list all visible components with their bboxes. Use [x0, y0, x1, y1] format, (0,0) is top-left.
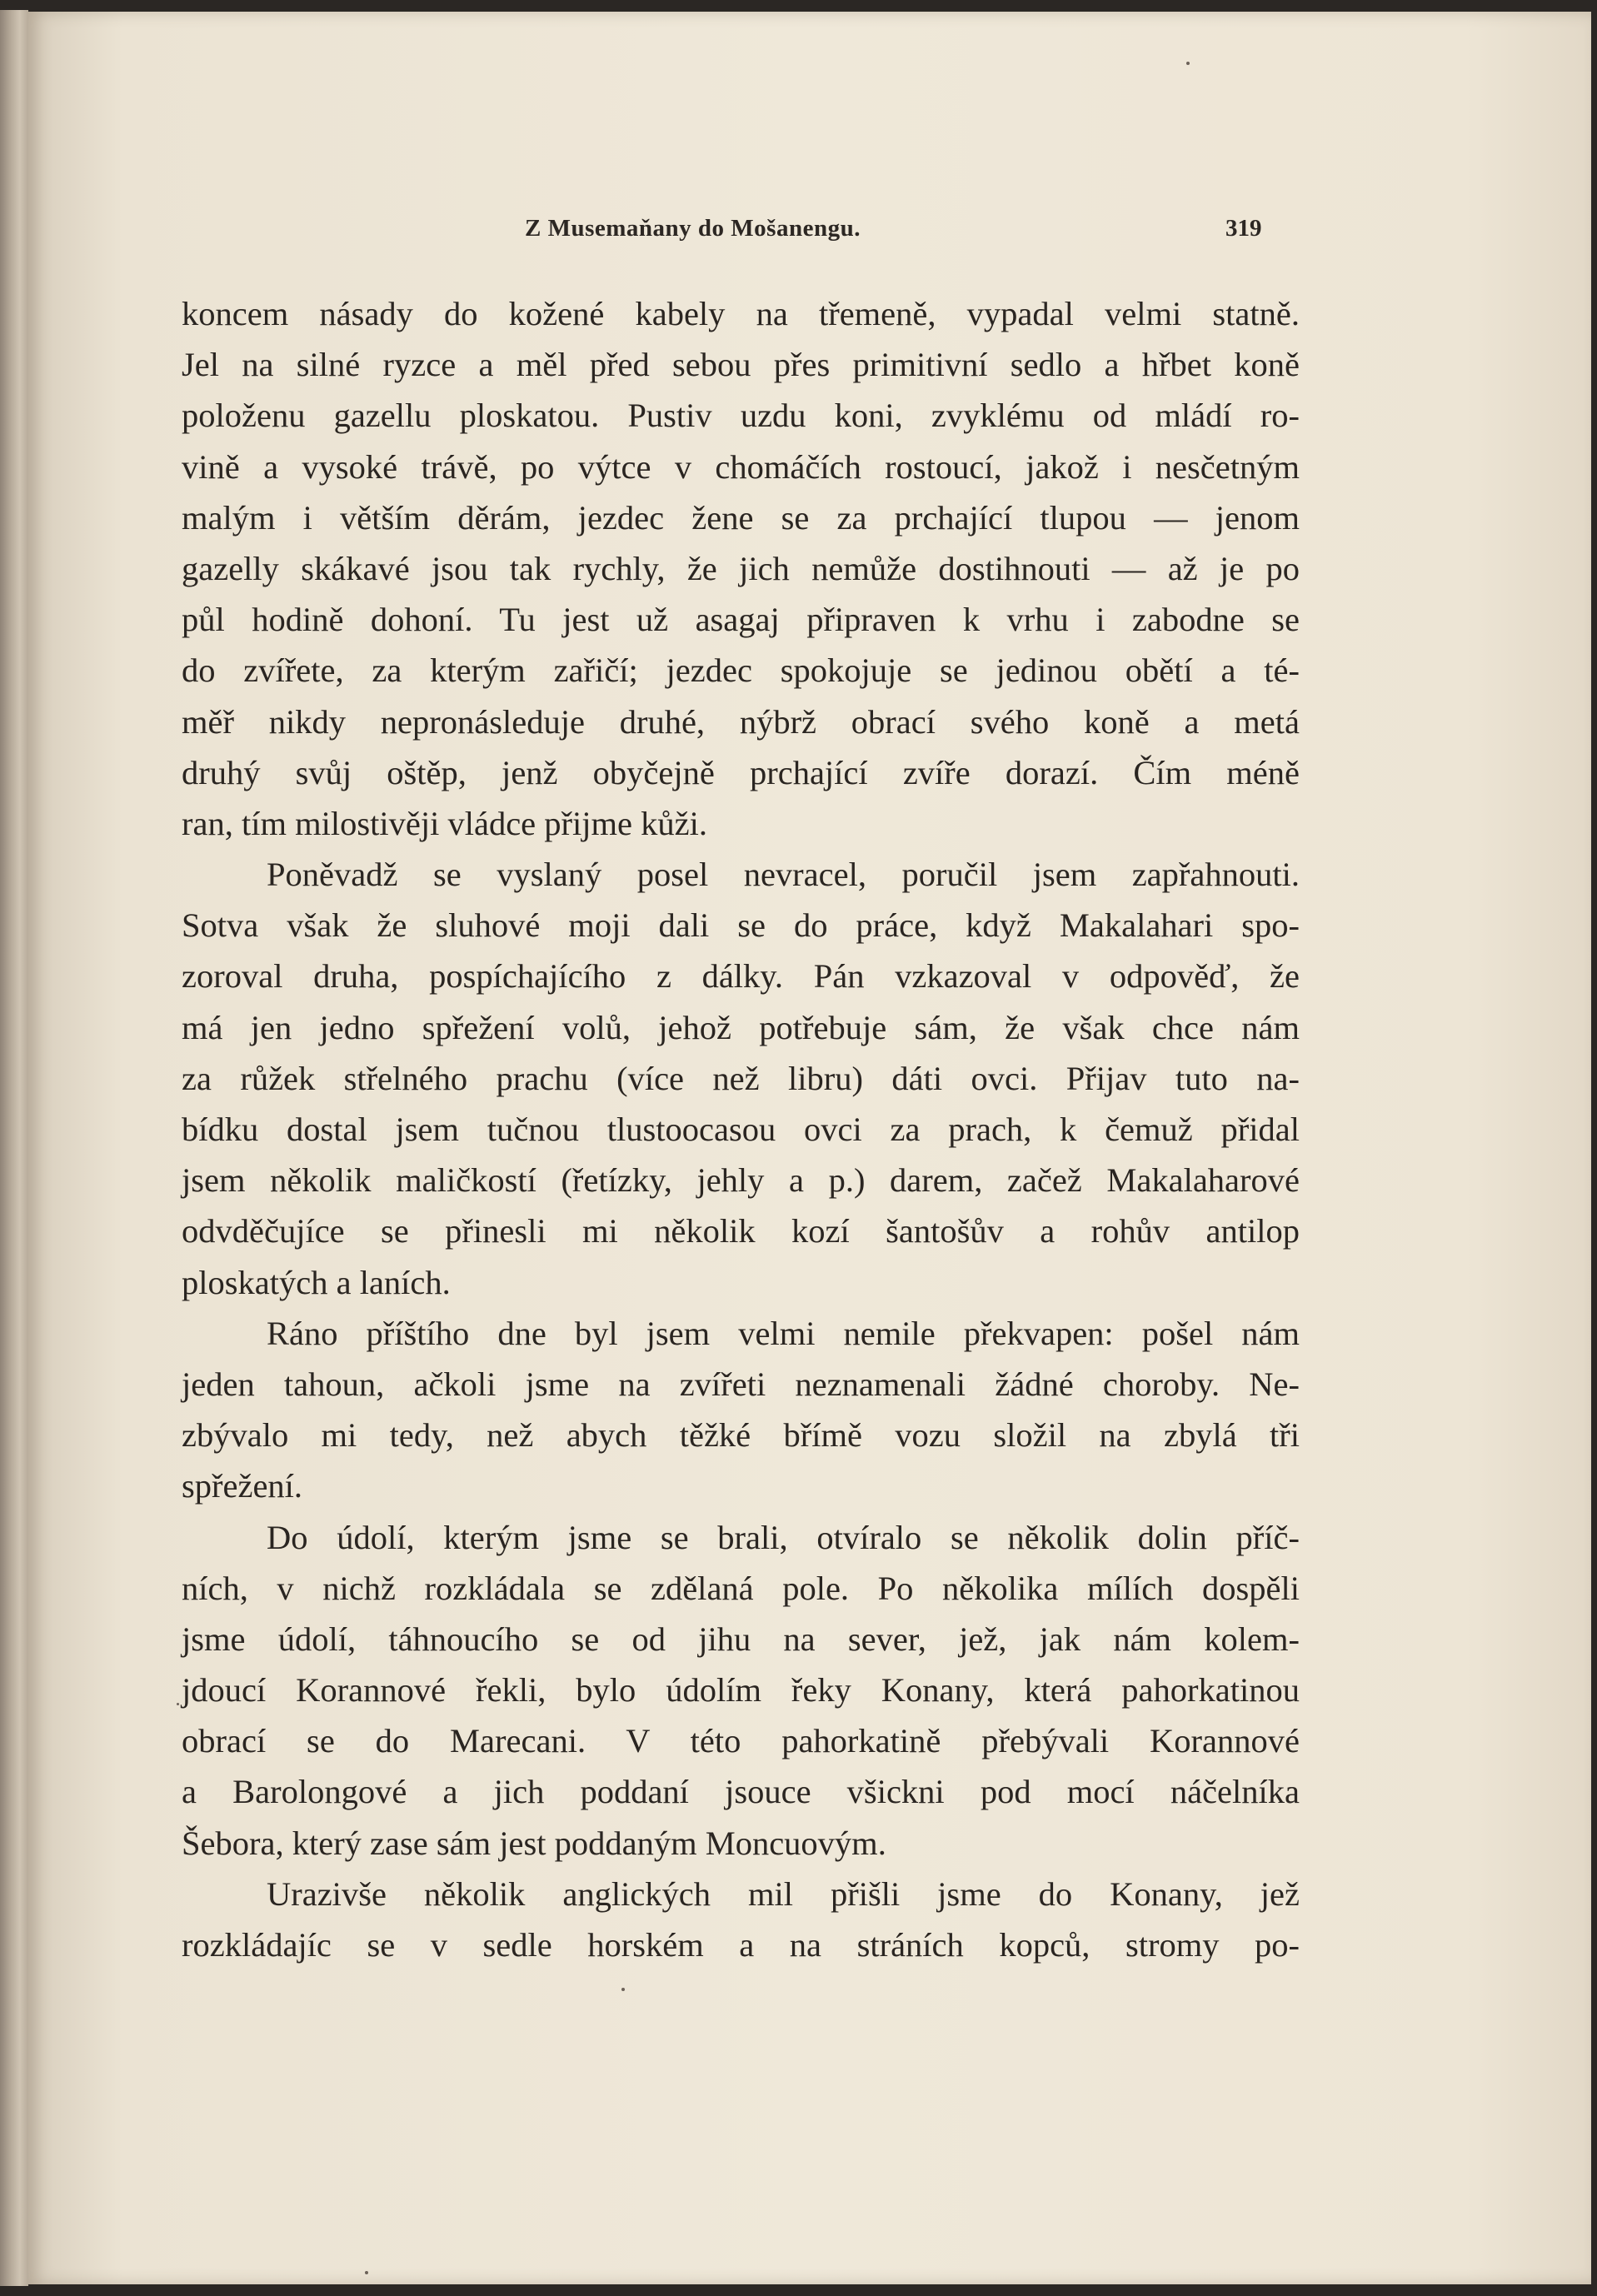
running-head: Z Musemaňany do Mošanengu.	[525, 215, 861, 242]
text-line: ploskatých a laních.	[182, 1263, 451, 1301]
text-line: Sotva však že sluhové moji dali se do práce, když Makalahari spo-	[182, 906, 1300, 945]
text-line: půl hodině dohoní. Tu jest už asagaj připraven k vrhu i zabodne se	[182, 601, 1300, 639]
text-line: obrací se do Marecani. V této pahorkatině přebývali Korannové	[182, 1722, 1300, 1760]
text-line: gazelly skákavé jsou tak rychly, že jich nemůže dostihnouti — až je po	[182, 549, 1300, 587]
page-number: 319	[1225, 215, 1262, 242]
text-line: zoroval druha, pospíchajícího z dálky. Pán vzkazoval v odpověď, že	[182, 957, 1300, 996]
text-line: zbývalo mi tedy, než abych těžké břímě vozu složil na zbylá tři	[182, 1416, 1300, 1455]
text-line: bídku dostal jsem tučnou tlustoocasou ovci za prach, k čemuž přidal	[182, 1111, 1300, 1148]
text-line: koncem násady do kožené kabely na třemeně, vypadal velmi statně.	[182, 295, 1300, 332]
text-line: jsme údolí, táhnoucího se od jihu na sever, jež, jak nám kolem-	[182, 1620, 1300, 1658]
text-line: Poněvadž se vyslaný posel nevracel, poručil jsem zapřahnouti.	[267, 856, 1300, 894]
text-line: odvděčujíce se přinesli mi několik kozí šantošův a rohův antilop	[182, 1212, 1300, 1250]
text-line: měř nikdy nepronásleduje druhé, nýbrž obrací svého koně a metá	[182, 702, 1300, 741]
book-spine	[0, 10, 28, 2286]
text-line: Urazivše několik anglických mil přišli jsme do Konany, jež	[267, 1874, 1300, 1913]
text-line: jeden tahoun, ačkoli jsme na zvířeti neznamenali žádné choroby. Ne-	[182, 1365, 1300, 1403]
paper-speck	[621, 1988, 625, 1991]
text-line: rozkládajíc se v sedle horském a na stráních kopců, stromy po-	[182, 1926, 1300, 1964]
text-line: ních, v nichž rozkládala se zdělaná pole. Po několika mílích dospěli	[182, 1569, 1300, 1607]
text-line: druhý svůj oštěp, jenž obyčejně prchající zvíře dorazí. Čím méně	[182, 753, 1300, 791]
text-line: malým i větším děrám, jezdec žene se za prchající tlupou — jenom	[182, 498, 1300, 537]
body-text	[182, 288, 1300, 1970]
text-line: vině a vysoké trávě, po výtce v chomáčích rostoucí, jakož i nesčetným	[182, 447, 1300, 486]
text-line: za růžek střelného prachu (více než libru) dáti ovci. Přijav tuto na-	[182, 1059, 1300, 1097]
paper-speck	[365, 2271, 368, 2274]
paper-speck	[177, 1703, 179, 1705]
text-line: do zvířete, za kterým zařičí; jezdec spokojuje se jedinou obětí a té-	[182, 651, 1300, 690]
paper-speck	[1186, 62, 1190, 65]
text-line: Šebora, který zase sám jest poddaným Moncuovým.	[182, 1824, 886, 1862]
text-line: a Barolongové a jich poddaní jsouce všickni pod mocí náčelníka	[182, 1773, 1300, 1811]
text-line: ran, tím milostivěji vládce přijme kůži.	[182, 804, 707, 842]
text-line: má jen jedno spřežení volů, jehož potřebuje sám, že však chce nám	[182, 1008, 1300, 1046]
text-line: Ráno příštího dne byl jsem velmi nemile překvapen: pošel nám	[267, 1314, 1300, 1352]
text-line: jsem několik maličkostí (řetízky, jehly a p.) darem, začež Makalaharové	[182, 1161, 1300, 1200]
text-line: Jel na silné ryzce a měl před sebou přes primitivní sedlo a hřbet koně	[182, 346, 1300, 384]
text-line: položenu gazellu ploskatou. Pustiv uzdu koni, zvyklému od mládí ro-	[182, 397, 1300, 435]
text-line: Do údolí, kterým jsme se brali, otvíralo se několik dolin příč-	[267, 1518, 1300, 1556]
text-line: jdoucí Korannové řekli, bylo údolím řeky Konany, která pahorkatinou	[182, 1671, 1300, 1710]
text-line: spřežení.	[182, 1467, 303, 1505]
